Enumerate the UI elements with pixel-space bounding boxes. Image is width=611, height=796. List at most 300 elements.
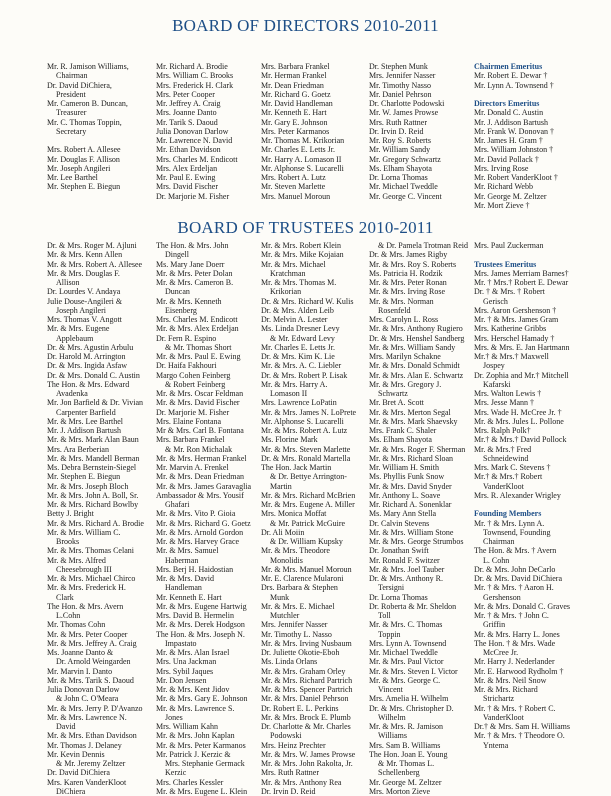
name-entry: Dr. Harold M. Arrington: [47, 352, 126, 361]
name-entry: Mr. Anthony L. Soave: [369, 490, 441, 500]
name-entry: Mr. & Mrs. James Garavaglia: [156, 481, 252, 491]
name-entry: Ms. Patricia H. Rodzik: [369, 268, 443, 278]
name-entry: Mr. Marvin I. Danto: [47, 666, 113, 676]
name-entry: Mrs. Jesse Mann †: [474, 398, 534, 408]
name-entry: Mrs. David B. Hermelin: [156, 611, 234, 620]
name-continuation: & Dr. Pamela Trotman Reid: [378, 241, 468, 250]
name-entry: Mr. Bret A. Scott: [369, 398, 424, 408]
name-entry: Mr. & Mrs. Merton Segal: [369, 407, 451, 417]
name-entry: Dr. & Mrs. Anthony R.: [369, 574, 444, 583]
name-entry: Mr. Harry J. Nederlander: [474, 657, 555, 667]
name-entry: Mr. & Mrs. Kent Jidov: [156, 685, 230, 694]
name-entry: Mr. & Mrs. Theodore: [261, 546, 330, 556]
name-continuation: Griffin: [483, 620, 506, 630]
name-entry: Dr. David DiChiera,: [47, 80, 112, 90]
name-entry: Mr. Timothy L. Nasso: [261, 629, 332, 639]
name-entry: Dr. Calvin Stevens: [369, 518, 430, 528]
name-entry: Mr. E. Clarence Mularoni: [261, 574, 344, 583]
name-entry: Mr. & Mrs. Anthony Rugiero: [369, 324, 463, 334]
name-entry: Ms. Linda Orlans: [261, 657, 318, 667]
spacer: [474, 90, 558, 99]
name-entry: Dr. & Mrs. Christopher D.: [369, 703, 454, 713]
name-entry: Mr. Robert E. Dewar †: [474, 71, 548, 81]
name-entry: Ms. Florine Mark: [261, 435, 318, 445]
name-entry: Mr. & Mrs. Harry L. Jones: [474, 629, 560, 639]
section-heading: Chairmen Emeritus: [474, 62, 543, 71]
name-entry: Mr. & Mrs. Douglas F.: [47, 268, 120, 278]
name-entry: Mr. Lee Barthel: [47, 173, 98, 182]
name-continuation: Brooks: [56, 537, 80, 546]
name-entry: Mr. Jon Barfield & Dr. Vivian: [47, 398, 144, 408]
name-entry: Dr. & Mrs. James Rigby: [369, 250, 448, 260]
name-entry: Mr. & Mrs. Ethan Davidson: [47, 731, 137, 741]
name-entry: Mrs. Carolyn L. Ross: [369, 315, 439, 324]
name-entry: Mr. Jeffrey A. Craig: [156, 99, 221, 108]
name-entry: Mr. & Mrs. Robert A. Lutz: [261, 426, 348, 435]
name-entry: The Hon. & Mrs. John: [156, 241, 229, 250]
name-entry: Dr. David DiChiera: [47, 768, 110, 778]
name-entry: Mr. Gary E. Johnson: [261, 117, 328, 127]
name-entry: Mr. & Mrs. Robert Klein: [261, 241, 341, 250]
name-entry: Ms. Elham Shayota: [369, 163, 432, 173]
name-entry: Dr. & Mrs. Kim K. Lie: [261, 352, 335, 361]
name-entry: Mrs. Peter Cooper: [156, 89, 215, 99]
name-entry: Dr. Irvin D. Reid: [369, 126, 424, 136]
name-entry: Mr. & Mrs. Eugene A. Miller: [261, 500, 355, 509]
name-entry: Mr. & Mrs. William Stone: [369, 527, 454, 537]
name-entry: Dr. & Mrs. Ingida Asfaw: [47, 361, 127, 371]
name-continuation: Dr. Arnold Weingarden: [56, 657, 131, 667]
name-continuation: Mrs. Stephanie Germack: [165, 759, 245, 768]
name-entry: Mrs. & Mrs. E. Jan Hartmann: [474, 342, 570, 352]
name-continuation: DiChiera: [56, 786, 86, 796]
name-continuation: Clark: [56, 592, 74, 602]
name-entry: Mr. David Handleman: [261, 99, 333, 108]
name-entry: Mr. & Mrs. Jeffrey A. Craig: [47, 638, 137, 648]
name-continuation: & Dr. William Kupsky: [270, 537, 343, 546]
name-entry: Mr. & Mrs. Dean Friedman: [156, 472, 244, 482]
name-entry: Dr. & Mrs. Roger M. Ajluni: [47, 241, 137, 250]
name-continuation: Kratchman: [270, 268, 306, 278]
name-entry: Mrs. Jennifer Nasser: [369, 71, 436, 81]
name-entry: Mr. Frank W. Donovan †: [474, 126, 554, 136]
name-continuation: Monolidis: [270, 555, 303, 565]
name-entry: Mrs. R. Alexander Wrigley: [474, 490, 561, 500]
name-entry: Dr. Zophia and Mr.† Mitchell: [474, 370, 569, 380]
name-entry: Mr. & Mrs. Richard A. Brodie: [47, 518, 144, 528]
name-entry: Mr. & Mrs.† Fred: [474, 444, 532, 454]
name-entry: Mrs. William C. Brooks: [156, 71, 234, 81]
name-entry: Mr. Patrick J. Kerzic &: [156, 749, 231, 759]
name-continuation: & John C. O'Meara: [56, 694, 119, 704]
name-entry: Mr. Tarik S. Daoud: [156, 117, 218, 127]
name-continuation: Rosenfeld: [378, 305, 411, 315]
name-entry: Mr. & Mrs. Peter Cooper: [47, 629, 128, 639]
name-entry: Mr. Donald C. Austin: [474, 108, 544, 118]
name-entry: Mr. George M. Zeltzer: [474, 191, 547, 201]
name-continuation: VanderKloot: [483, 481, 524, 491]
name-entry: Mrs. Marilyn Schakne: [369, 352, 441, 361]
spacer: [47, 136, 129, 145]
name-entry: Dr. Charlotte & Mr. Charles: [261, 722, 351, 731]
name-entry: Mrs. Amelia H. Wilhelm: [369, 694, 449, 704]
name-continuation: & Mr. Jeremy Zeltzer: [56, 759, 126, 768]
name-entry: Mr. & Mrs. David: [156, 574, 214, 583]
name-entry: Dr. † & Mrs. † Robert: [474, 287, 545, 297]
name-entry: Dr. & Mrs. Henshel Sandberg: [369, 333, 465, 343]
name-entry: Mr.† & Mrs.† David Pollock: [474, 435, 567, 445]
name-entry: Mrs. Morton Zieve: [369, 786, 431, 796]
name-entry: Mr. † Mrs.† Robert E. Dewar: [474, 278, 569, 287]
name-entry: Mr. & Mrs. Gregory J.: [369, 379, 442, 389]
name-entry: Mr. & Mrs. Donald Schmidt: [369, 361, 460, 371]
name-entry: Mr. Steven Marlette: [261, 182, 326, 192]
name-continuation: Applebaum: [56, 333, 94, 343]
name-entry: Mr. Ronald F. Switzer: [369, 555, 440, 565]
name-entry: Mr. & Mrs. Neil Snow: [474, 675, 547, 685]
name-entry: Mr. & Mrs. Irving Rose: [369, 287, 445, 297]
name-entry: Mr. & Mrs. Richard McBrien: [261, 490, 356, 500]
name-entry: Betty J. Bright: [47, 509, 94, 519]
name-entry: Mrs. Irving Rose: [474, 163, 529, 173]
name-continuation: & Mr. Edward Levy: [270, 333, 335, 343]
name-continuation: Avadenka: [56, 389, 88, 398]
name-entry: Ms. Debra Bernstein-Siegel: [47, 463, 137, 472]
name-continuation: McCree Jr.: [483, 648, 519, 657]
name-continuation: Toppin: [378, 629, 401, 639]
name-entry: Mr. & Mrs. David Snyder: [369, 481, 452, 491]
name-entry: Mr. & Mrs. Paul E. Ewing: [156, 352, 241, 361]
name-entry: Mrs. Lawrence LoPatin: [261, 398, 337, 408]
name-entry: Dr. & Mrs. Donald C. Austin: [47, 370, 140, 380]
name-entry: Mr. & Mrs. Tarik S. Daoud: [47, 675, 134, 685]
name-continuation: Impastato: [165, 638, 197, 648]
name-entry: Mr. & Mrs. Vito P. Gioia: [156, 509, 236, 519]
name-entry: Mrs. Thomas V. Angott: [47, 315, 122, 324]
name-continuation: Krikorian: [270, 287, 302, 297]
name-entry: Mr. J. Addison Bartush: [474, 117, 549, 127]
name-continuation: Schneidewind: [483, 453, 529, 463]
name-continuation: Treasurer: [56, 108, 87, 118]
name-entry: Mr. Kenneth E. Hart: [156, 592, 222, 602]
name-entry: Dr. Melvin A. Lester: [261, 315, 328, 324]
name-continuation: Dingell: [165, 250, 189, 260]
trustees-title: BOARD OF TRUSTEES 2010-2011: [177, 218, 434, 237]
name-continuation: Yntema: [483, 740, 509, 750]
name-continuation: & Mr. Thomas L.: [378, 759, 435, 768]
name-continuation: Lomason II: [270, 389, 308, 398]
name-entry: Mr. & Mrs. Thomas M.: [261, 278, 337, 287]
name-entry: Mrs. Charles M. Endicott: [156, 315, 238, 324]
name-continuation: Toll: [378, 611, 391, 620]
name-entry: Mrs. Berj H. Haidostian: [156, 564, 234, 574]
name-entry: Mr. & Mrs. John Rakolta, Jr.: [261, 759, 353, 768]
name-entry: Mrs. Mark C. Stevens †: [474, 463, 551, 472]
name-entry: Mr. & Mrs. Mandell Berman: [47, 453, 140, 463]
name-continuation: Chairman: [56, 71, 88, 81]
name-entry: Dr. Roberta & Mr. Sheldon: [369, 601, 457, 611]
name-entry: Julia Donovan Darlow: [47, 685, 120, 694]
name-entry: Mr. & Mrs. Richard Bowlby: [47, 500, 139, 509]
name-continuation: Joseph Angileri: [56, 305, 106, 315]
name-continuation: Wilhelm: [378, 712, 406, 722]
name-entry: Mr. Charles E. Letts Jr.: [261, 342, 335, 352]
name-entry: Mrs. Ruth Rattner: [261, 768, 319, 778]
name-entry: Mrs. Karen VanderKloot: [47, 777, 127, 787]
name-entry: Mrs. Monica Moffat: [261, 509, 327, 519]
name-continuation: Kerzic: [165, 768, 187, 778]
name-entry: Mr. & Mrs. Peter Karmanos: [156, 740, 246, 750]
name-continuation: Chairman: [483, 537, 515, 546]
name-entry: Mrs. Wade H. McCree Jr. †: [474, 407, 562, 417]
name-entry: Mrs. Sam B. Williams: [369, 740, 441, 750]
name-continuation: & Robert Feinberg: [165, 379, 226, 389]
name-entry: Dr. Stephen Munk: [369, 62, 428, 71]
name-entry: Mr. Douglas F. Allison: [47, 154, 120, 164]
name-entry: Mr. & Mrs. Harry A.: [261, 379, 328, 389]
name-entry: Mr. † & Mrs. Lynn A.: [474, 518, 545, 528]
name-entry: Mr. W. James Prowse: [369, 108, 439, 118]
name-entry: The Hon. Joan E. Young: [369, 749, 448, 759]
name-continuation: Gershenson: [483, 592, 521, 602]
name-entry: Mr. Michael Tweddle: [369, 182, 438, 192]
name-entry: Mr. & Mrs. Michael: [261, 259, 326, 269]
name-entry: Mrs. Robert A. Lutz: [261, 173, 326, 182]
directors-column-1: [47, 62, 129, 192]
name-entry: Mr. & Mrs. A. C. Liebler: [261, 361, 342, 371]
name-entry: Mr. & Mrs. Eugene L. Klein: [156, 786, 248, 796]
name-entry: Mr. & Mrs. Spencer Partrich: [261, 685, 353, 694]
name-entry: Mr. & Mrs. Alan E. Schwartz: [369, 370, 464, 380]
name-entry: Mr. & Mrs. Alan Israel: [156, 648, 230, 657]
name-entry: Mrs. William Johnston †: [474, 145, 554, 155]
section-heading: Directors Emeritus: [474, 99, 540, 108]
name-entry: Mrs. Manuel Moroun: [261, 191, 331, 201]
name-entry: Mr. & Mrs. Norman: [369, 296, 434, 306]
name-entry: Mr. Timothy Nasso: [369, 80, 432, 90]
name-entry: Mr. & Mrs. Peter Dolan: [156, 268, 233, 278]
name-entry: Mr. & Mrs. Derek Hodgson: [156, 620, 245, 630]
name-entry: Mrs. Ruth Rattner: [369, 117, 427, 127]
name-entry: Ms. Elham Shayota: [369, 435, 432, 445]
name-entry: Mr. & Mrs. Lawrence N.: [47, 712, 127, 722]
name-entry: Dr. Robert E. L. Perkins: [261, 703, 339, 713]
name-continuation: Secretary: [56, 126, 87, 136]
name-entry: Ms. Joanne Danto &: [47, 648, 114, 657]
name-entry: Mr. James H. Gram †: [474, 136, 543, 145]
name-entry: Dr. Charlotte Podowski: [369, 99, 445, 108]
name-entry: Mrs. Charles Kessler: [156, 777, 224, 787]
name-entry: Mr. & Mrs. C. Thomas: [369, 620, 443, 630]
name-entry: Mr. David Pollack †: [474, 154, 539, 164]
name-entry: Mr. Stephen E. Biegun: [47, 182, 121, 192]
name-continuation: Munk: [270, 592, 290, 602]
name-continuation: Kafarski: [483, 379, 511, 389]
name-entry: Mr. & Mrs. Mike Kojaian: [261, 250, 344, 260]
name-entry: Mrs. Katherine Gribbs: [474, 324, 547, 334]
name-entry: Mrs. Sybil Jaques: [156, 666, 214, 676]
name-entry: Mr. Thomas Cohn: [47, 620, 106, 630]
directors-column-3: [261, 62, 344, 201]
name-entry: Mrs. William Kahn: [156, 722, 218, 731]
directors-title: BOARD OF DIRECTORS 2010-2011: [172, 16, 439, 35]
name-entry: Mr. Daniel Pehrson: [369, 89, 432, 99]
name-entry: The Hon. † & Mrs. Wade: [474, 638, 556, 648]
name-entry: Mr. & Mrs. Gary E. Johnson: [156, 694, 248, 704]
name-entry: Mr. & Mrs. Frederick H.: [47, 583, 126, 593]
name-entry: Mr. & Mrs. John Kaplan: [156, 731, 235, 741]
name-entry: Dr. Fern R. Espino: [156, 333, 217, 343]
name-continuation: Jones: [165, 712, 183, 722]
name-entry: Mr. & Mrs. David Fischer: [156, 398, 240, 408]
name-continuation: & Mr. Thomas Short: [165, 342, 232, 352]
name-entry: Mr. & Mrs. Alex Erdeljan: [156, 324, 239, 334]
name-entry: Drs. Barbara & Stephen: [261, 583, 338, 593]
name-entry: Mrs. Herschel Hamady †: [474, 333, 555, 343]
name-entry: Mr. & Mrs. Thomas Celani: [47, 546, 134, 556]
name-entry: Dr. Marjorie M. Fisher: [156, 407, 230, 417]
name-entry: Mr. Kenneth E. Hart: [261, 108, 327, 118]
name-entry: Mr. & Mrs. Herman Frankel: [156, 453, 247, 463]
name-entry: Mrs. Paul Zuckerman: [474, 241, 544, 250]
name-entry: Mrs. Ralph Polk†: [474, 426, 531, 435]
name-entry: Mr. Joseph Angileri: [47, 163, 111, 173]
name-entry: Dr. & Mrs. David DiChiera: [474, 574, 562, 583]
name-entry: Mr. & Mrs. Steven Marlette: [261, 444, 351, 454]
name-entry: Mr. E. Harwood Rydholm †: [474, 666, 564, 676]
name-entry: Mrs. Robert A. Allesee: [47, 145, 121, 155]
name-entry: Mr. Lynn A. Townsend †: [474, 80, 554, 90]
name-continuation: Eisenberg: [165, 305, 197, 315]
name-continuation: David: [56, 722, 76, 731]
trustees-column-5: [474, 241, 570, 750]
name-entry: Mr. & Mrs. William Sandy: [369, 342, 456, 352]
name-entry: Mr. & Mrs. Mark Alan Baun: [47, 435, 139, 445]
name-entry: Mr. & Mrs. Donald C. Graves: [474, 601, 570, 611]
name-entry: Dr. Irvin D. Reid: [261, 786, 316, 796]
name-entry: Mrs. Frank C. Shaler: [369, 426, 437, 435]
name-continuation: Tersigni: [378, 583, 405, 593]
name-entry: Mr. & Mrs. Alfred: [47, 555, 106, 565]
name-entry: Mr. Cameron B. Duncan,: [47, 99, 128, 108]
name-entry: Mr. & Mrs. Jerry P. D'Avanzo: [47, 703, 143, 713]
name-entry: Mr. J. Addison Bartush: [47, 426, 122, 435]
name-entry: Ms. Mary Jane Doerr: [156, 259, 225, 269]
name-entry: Mr. & Mrs. E. Michael: [261, 601, 335, 611]
name-entry: Dr. Marjorie M. Fisher: [156, 191, 230, 201]
name-entry: Mr. & Mrs. Irving Nusbaum: [261, 638, 352, 648]
name-entry: The Hon. & Mrs. Joseph N.: [156, 629, 245, 639]
name-entry: Mr. & Mrs. Samuel: [156, 546, 219, 556]
name-entry: Mr. Robert VanderKloot †: [474, 173, 558, 182]
name-entry: Mr. Charles E. Letts Jr.: [261, 145, 335, 155]
name-continuation: L. Cohn: [483, 555, 510, 565]
name-entry: Mrs. Walton Lewis †: [474, 389, 542, 398]
name-entry: The Hon. & Mrs. Edward: [47, 379, 130, 389]
name-entry: Mr. & Mrs. Eugene Hartwig: [156, 601, 247, 611]
name-entry: Mr. & Mrs. Paul Victor: [369, 657, 444, 667]
name-entry: Mr. Michael Tweddle: [369, 648, 438, 657]
name-entry: Ms. Mary Ann Stella: [369, 509, 437, 519]
name-entry: Mr. Gregory Schwartz: [369, 154, 441, 164]
name-entry: Mrs. Lynn A. Townsend: [369, 638, 447, 648]
name-entry: Mr. & Mrs. Anthony Rea: [261, 777, 342, 787]
name-entry: Dr. & Mrs. Agustin Arbulu: [47, 342, 134, 352]
trustees-column-1: [47, 241, 144, 796]
name-entry: Mrs. Una Jackman: [156, 657, 217, 667]
name-entry: Mr. † & Mrs. † Aaron H.: [474, 583, 554, 593]
name-entry: Dr. & Mrs. Alden Leib: [261, 305, 334, 315]
directors-column-2: [156, 62, 238, 201]
name-continuation: Williams: [378, 731, 408, 741]
name-entry: Mr. & Mrs. Cameron B.: [156, 278, 234, 287]
name-entry: Mr. & Mrs. Jules L. Pollone: [474, 416, 564, 426]
name-continuation: Duncan: [165, 287, 190, 297]
name-entry: Mrs. Frederick H. Clark: [156, 80, 234, 90]
name-entry: Mr. Alphonse S. Lucarelli: [261, 416, 344, 426]
name-entry: The Hon. & Mrs. Avern: [47, 601, 124, 611]
name-entry: Julia Donovan Darlow: [156, 126, 229, 136]
name-continuation: Townsend, Founding: [483, 527, 551, 537]
name-entry: Mr. Thomas M. Krikorian: [261, 136, 345, 145]
name-entry: Mr. & Mrs. Roy S. Roberts: [369, 259, 457, 269]
name-entry: Julie Douse-Angileri &: [47, 296, 123, 306]
name-entry: Mr. Richard A. Sonenklar: [369, 500, 452, 509]
name-entry: Dr. & Mrs. Ronald Martella: [261, 453, 351, 463]
name-entry: Mr. Lawrence N. David: [156, 136, 233, 145]
name-entry: Dr. & Mrs. John DeCarlo: [474, 564, 556, 574]
name-entry: Mr. & Mrs. Michael Chirco: [47, 574, 136, 583]
name-entry: Dr. Lorna Thomas: [369, 173, 428, 182]
name-entry: Mrs. Joanne Danto: [156, 108, 217, 118]
name-entry: Mr. & Mrs. Richard Sloan: [369, 453, 453, 463]
name-entry: Mr & Mrs. Carl B. Fontana: [156, 426, 244, 435]
name-entry: Mrs. Aaron Gershenson †: [474, 305, 557, 315]
name-entry: Mr. Roy S. Roberts: [369, 136, 432, 145]
name-continuation: Handleman: [165, 583, 202, 593]
name-continuation: & Dr. Bettye Arrington-: [270, 472, 347, 482]
name-entry: Mr. Richard Webb: [474, 182, 533, 192]
directors-column-5: [474, 62, 558, 210]
name-continuation: Ghafari: [165, 500, 190, 509]
trustees-column-4: [369, 241, 468, 796]
name-continuation: Schellenberg: [378, 768, 420, 778]
name-entry: Margo Cohen Feinberg: [156, 370, 231, 380]
name-entry: Mr. † & Mrs. James Gram: [474, 315, 559, 324]
name-entry: Mr. Thomas J. Delaney: [47, 740, 122, 750]
name-entry: Dr. & Mrs. Robert P. Lisak: [261, 370, 348, 380]
name-continuation: President: [56, 89, 86, 99]
name-continuation: Vincent: [378, 685, 403, 694]
section-heading: Trustees Emeritus: [474, 259, 537, 269]
name-entry: Dr. Haifa Fakhouri: [156, 361, 217, 371]
name-continuation: Schwartz: [378, 389, 408, 398]
name-entry: The Hon. & Mrs. † Avern: [474, 546, 557, 556]
name-continuation: VanderKloot: [483, 712, 524, 722]
name-continuation: Allison: [56, 278, 80, 287]
name-continuation: L.Cohn: [56, 611, 81, 620]
name-entry: Mr. & Mrs. Harvey Grace: [156, 537, 240, 546]
name-entry: Mr. & Mrs. William C.: [47, 527, 121, 537]
name-entry: Mr. † & Mrs. † John C.: [474, 611, 549, 620]
name-entry: Mr. William Sandy: [369, 145, 431, 155]
name-entry: Dr. Jonathan Swift: [369, 546, 429, 556]
name-entry: Mr. George C. Vincent: [369, 191, 442, 201]
name-entry: Mrs. Barbara Frankel: [261, 62, 330, 71]
name-entry: Mr. & Mrs. James N. LoPrete: [261, 407, 357, 417]
name-entry: Dr. & Mrs. Richard W. Kulis: [261, 296, 354, 306]
name-continuation: Haberman: [165, 555, 199, 565]
